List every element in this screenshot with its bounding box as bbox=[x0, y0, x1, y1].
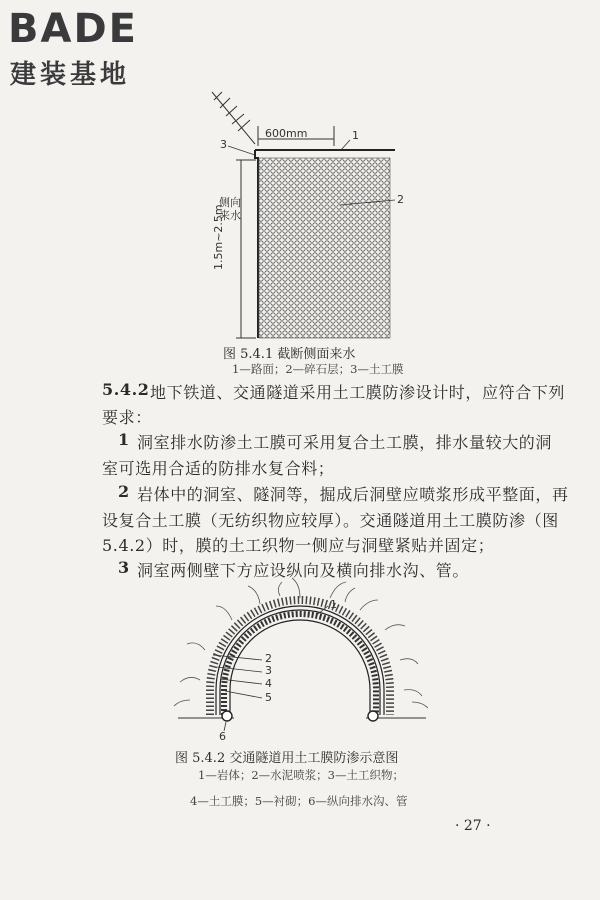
geomembrane-line-2 bbox=[220, 610, 380, 715]
item2-number: 2 bbox=[118, 482, 130, 501]
section-number: 5.4.2 bbox=[102, 380, 150, 399]
item2-line1: 岩体中的洞室、隧洞等，掘成后洞壁应喷浆形成平整面，再 bbox=[137, 485, 569, 504]
item2-line2: 设复合土工膜（无纺织物应较厚）。交通隧道用土工膜防渗（图 bbox=[102, 511, 559, 530]
section-heading-line2: 要求： bbox=[102, 408, 152, 427]
fig2-callout-6: 6 bbox=[219, 730, 226, 743]
fig1-callout-3: 3 bbox=[220, 138, 227, 151]
item1-line2: 室可选用合适的防排水复合料； bbox=[102, 459, 335, 478]
logo-subtitle: 建装基地 bbox=[10, 60, 131, 90]
dim-height-label: 1.5m~2.5m bbox=[212, 204, 225, 270]
item2-line3: 5.4.2）时，膜的土工织物一侧应与洞壁紧贴并固定； bbox=[102, 536, 495, 555]
figure1-caption: 图 5.4.1 截断侧面来水 bbox=[223, 347, 356, 362]
section-heading-line1: 地下铁道、交通隧道采用土工膜防渗设计时，应符合下列 bbox=[150, 383, 566, 402]
lining-layer bbox=[224, 614, 376, 715]
fig2-callout-1: 1 bbox=[330, 598, 337, 611]
item3-number: 3 bbox=[118, 558, 130, 577]
rock-mass-cracks bbox=[174, 578, 428, 708]
fig2-callout-4: 4 bbox=[265, 677, 272, 690]
item1-number: 1 bbox=[118, 430, 130, 449]
fig2-callout-2: 2 bbox=[265, 652, 272, 665]
side-water-label: 侧向来水 bbox=[219, 196, 241, 222]
item1-line1: 洞室排水防渗土工膜可采用复合土工膜，排水量较大的洞 bbox=[137, 433, 553, 452]
figure1-legend: 1—路面；2—碎石层；3—土工膜 bbox=[232, 362, 404, 376]
figure2-caption: 图 5.4.2 交通隧道用土工膜防渗示意图 bbox=[175, 751, 399, 766]
figure2-legend-line1: 1—岩体；2—水泥喷浆；3—土工织物； bbox=[198, 768, 404, 782]
fig2-callout-5: 5 bbox=[265, 691, 272, 704]
logo-text: BADE bbox=[8, 6, 138, 52]
fig1-callout-2: 2 bbox=[397, 193, 404, 206]
figure2-legend-line2: 4—土工膜；5—衬砌；6—纵向排水沟、管 bbox=[190, 794, 408, 808]
fig2-callout-3: 3 bbox=[265, 664, 272, 677]
item3-line1: 洞室两侧壁下方应设纵向及横向排水沟、管。 bbox=[137, 561, 470, 580]
geotextile-line bbox=[216, 606, 384, 715]
dim-width-label: 600mm bbox=[265, 127, 308, 140]
drain-pipe-left bbox=[222, 711, 232, 721]
fig1-callout-1: 1 bbox=[352, 129, 359, 142]
drain-pipe-right bbox=[368, 711, 378, 721]
page-number: · 27 · bbox=[455, 818, 491, 834]
